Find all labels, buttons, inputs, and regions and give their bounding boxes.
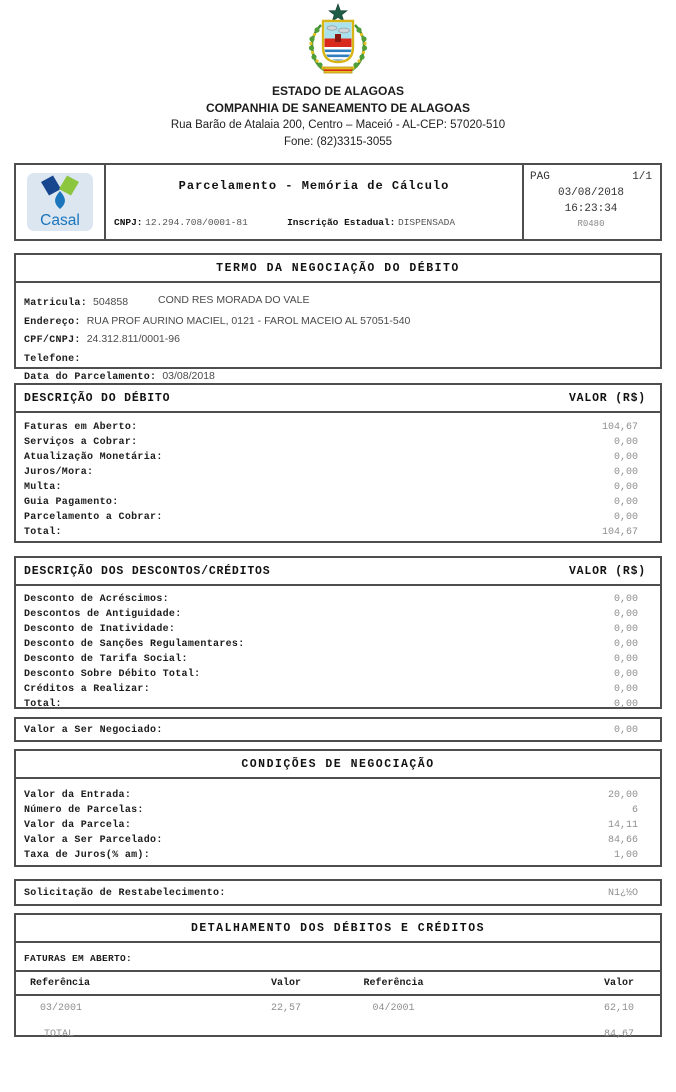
- letterhead: [0, 83, 676, 151]
- casal-logo: [16, 165, 106, 239]
- debito-row: [24, 525, 638, 540]
- alagoas-coat-of-arms-icon: [290, 3, 386, 84]
- row-label: Taxa de Juros(% am):: [24, 850, 151, 861]
- condicao-row: [24, 833, 638, 848]
- termo-field-row: [24, 293, 652, 312]
- condicao-row: [24, 803, 638, 818]
- detalhamento-header-row: [16, 972, 660, 996]
- letterhead-phone: Fone: (82)3315-3055: [283, 136, 393, 148]
- row-value: 20,00: [607, 790, 638, 801]
- restabelecimento-label: Solicitação de Restabelecimento:: [24, 887, 226, 899]
- debito-row: [24, 420, 638, 435]
- descontos-creditos-box: [14, 556, 662, 709]
- row-value: 0,00: [613, 512, 638, 523]
- row-value: 0,00: [613, 482, 638, 493]
- row-value: 0,00: [613, 684, 638, 695]
- row-value: 0,00: [613, 639, 638, 650]
- cnpj-label: CNPJ:: [114, 217, 143, 228]
- detalhamento-data-row: [16, 996, 660, 1014]
- termo-field-row: [24, 349, 652, 368]
- cell-valor-2: 62,10: [603, 1003, 634, 1014]
- negociado-value: 0,00: [613, 724, 638, 736]
- cnpj-value: 12.294.708/0001-81: [145, 217, 248, 228]
- row-value: 0,00: [613, 669, 638, 680]
- detalhamento-total-row: [16, 1029, 660, 1049]
- page-label: PAG: [530, 171, 550, 183]
- field-label: Endereço:: [24, 316, 81, 328]
- descontos-valor-header: VALOR (R$): [568, 565, 646, 578]
- report-time: 16:23:34: [564, 203, 618, 215]
- report-code: R0480: [577, 219, 605, 229]
- col-valor-1: Valor: [270, 978, 301, 989]
- row-label: Total:: [24, 699, 62, 710]
- desconto-row: [24, 652, 638, 667]
- restabelecimento-value: N1¿½O: [607, 887, 638, 899]
- row-label: Desconto Sobre Débito Total:: [24, 669, 201, 680]
- row-label: Desconto de Inatividade:: [24, 624, 176, 635]
- condicoes-rows: [16, 779, 660, 867]
- cell-valor-1: 22,57: [270, 1003, 301, 1014]
- termo-field-row: [24, 312, 652, 331]
- letterhead-company: COMPANHIA DE SANEAMENTO DE ALAGOAS: [205, 101, 470, 115]
- field-label: Matricula:: [24, 298, 88, 309]
- row-value: 0,00: [613, 594, 638, 605]
- row-value: 0,00: [613, 624, 638, 635]
- row-label: Desconto de Tarifa Social:: [24, 654, 188, 665]
- field-label: CPF/CNPJ:: [24, 335, 81, 347]
- row-value: 84,66: [607, 835, 638, 846]
- total-value: 84,67: [603, 1029, 634, 1040]
- restabelecimento-box: [14, 879, 662, 906]
- subtitle-text: FATURAS EM ABERTO:: [24, 953, 133, 964]
- row-label: Serviços a Cobrar:: [24, 437, 138, 448]
- row-value: 104,67: [601, 422, 638, 433]
- row-label: Atualização Monetária:: [24, 452, 163, 463]
- row-label: Total:: [24, 527, 62, 538]
- casal-logo-text: Casal: [40, 212, 80, 229]
- inscricao-value: DISPENSADA: [398, 217, 456, 228]
- row-value: 14,11: [607, 820, 638, 831]
- row-label: Juros/Mora:: [24, 467, 94, 478]
- row-value: 1,00: [613, 850, 638, 861]
- page-info-panel: [524, 165, 660, 239]
- desconto-row: [24, 667, 638, 682]
- desconto-row: [24, 697, 638, 712]
- row-value: 0,00: [613, 437, 638, 448]
- debito-title: DESCRIÇÃO DO DÉBITO: [24, 392, 171, 405]
- condicoes-title: CONDIÇÕES DE NEGOCIAÇÃO: [16, 751, 660, 779]
- debito-valor-header: VALOR (R$): [568, 392, 646, 405]
- report-date: 03/08/2018: [557, 187, 624, 199]
- termo-fields: [16, 283, 660, 392]
- company-cnpj-line: [114, 217, 455, 228]
- faturas-em-aberto-subtitle: [16, 943, 660, 972]
- field-label: Telefone:: [24, 353, 81, 365]
- debito-row: [24, 495, 638, 510]
- report-title: Parcelamento - Memória de Cálculo: [178, 179, 450, 193]
- detalhamento-rows: [16, 996, 660, 1014]
- row-label: Desconto de Acréscimos:: [24, 594, 169, 605]
- termo-field-row: [24, 330, 652, 349]
- row-label: Desconto de Sanções Regulamentares:: [24, 639, 245, 650]
- row-value: 0,00: [613, 699, 638, 710]
- row-value: 0,00: [613, 452, 638, 463]
- row-label: Valor da Parcela:: [24, 820, 132, 831]
- report-header-center: [106, 165, 524, 239]
- field-value: 03/08/2018: [162, 370, 215, 383]
- letterhead-address: Rua Barão de Atalaia 200, Centro – Maceió - AL-CEP: 57020-510: [170, 119, 506, 131]
- cell-referencia-2: 04/2001: [372, 1003, 415, 1014]
- col-valor-2: Valor: [603, 978, 634, 989]
- row-label: Descontos de Antiguidade:: [24, 609, 182, 620]
- descontos-title: DESCRIÇÃO DOS DESCONTOS/CRÉDITOS: [24, 565, 271, 578]
- row-label: Parcelamento a Cobrar:: [24, 512, 163, 523]
- row-label: Número de Parcelas:: [24, 805, 144, 816]
- row-value: 0,00: [613, 609, 638, 620]
- termo-title: TERMO DA NEGOCIAÇÃO DO DÉBITO: [16, 255, 660, 283]
- col-referencia-1: Referência: [30, 978, 91, 989]
- cell-referencia-1: 03/2001: [40, 1003, 83, 1014]
- debito-rows: [16, 413, 660, 544]
- letterhead-state: ESTADO DE ALAGOAS: [271, 84, 404, 98]
- row-label: Multa:: [24, 482, 62, 493]
- field-value: 24.312.811/0001-96: [86, 333, 180, 346]
- desconto-row: [24, 682, 638, 697]
- row-label: Valor a Ser Parcelado:: [24, 835, 163, 846]
- field-extra-value: COND RES MORADA DO VALE: [158, 294, 310, 306]
- valor-negociado-box: [14, 717, 662, 742]
- condicao-row: [24, 818, 638, 833]
- desconto-row: [24, 637, 638, 652]
- report-header-box: [14, 163, 662, 241]
- row-label: Faturas em Aberto:: [24, 422, 138, 433]
- debito-row: [24, 510, 638, 525]
- termo-negociacao-box: [14, 253, 662, 384]
- row-value: 0,00: [613, 654, 638, 665]
- desconto-row: [24, 622, 638, 637]
- negociado-label: Valor a Ser Negociado:: [24, 724, 163, 736]
- descricao-debito-box: [14, 383, 662, 543]
- field-value: 504858: [93, 296, 129, 308]
- field-value: RUA PROF AURINO MACIEL, 0121 - FAROL MACEIO AL 57051-540: [86, 314, 411, 327]
- row-value: 6: [631, 805, 638, 816]
- detalhamento-box: [14, 913, 662, 1040]
- total-label: TOTAL: [44, 1029, 75, 1040]
- debito-row: [24, 450, 638, 465]
- inscricao-label: Inscrição Estadual:: [287, 217, 396, 228]
- row-label: Guia Pagamento:: [24, 497, 119, 508]
- row-value: 0,00: [613, 467, 638, 478]
- detalhamento-title: DETALHAMENTO DOS DÉBITOS E CRÉDITOS: [16, 915, 660, 943]
- condicao-row: [24, 848, 638, 863]
- debito-row: [24, 435, 638, 450]
- debito-row: [24, 480, 638, 495]
- debito-row: [24, 465, 638, 480]
- row-value: 0,00: [613, 497, 638, 508]
- page-number: 1/1: [632, 171, 652, 183]
- row-label: Créditos a Realizar:: [24, 684, 151, 695]
- desconto-row: [24, 592, 638, 607]
- descontos-rows: [16, 586, 660, 716]
- field-label: Data do Parcelamento:: [24, 372, 157, 384]
- col-referencia-2: Referência: [363, 978, 424, 989]
- condicoes-negociacao-box: [14, 749, 662, 867]
- desconto-row: [24, 607, 638, 622]
- row-value: 104,67: [601, 527, 638, 538]
- condicao-row: [24, 788, 638, 803]
- row-label: Valor da Entrada:: [24, 790, 132, 801]
